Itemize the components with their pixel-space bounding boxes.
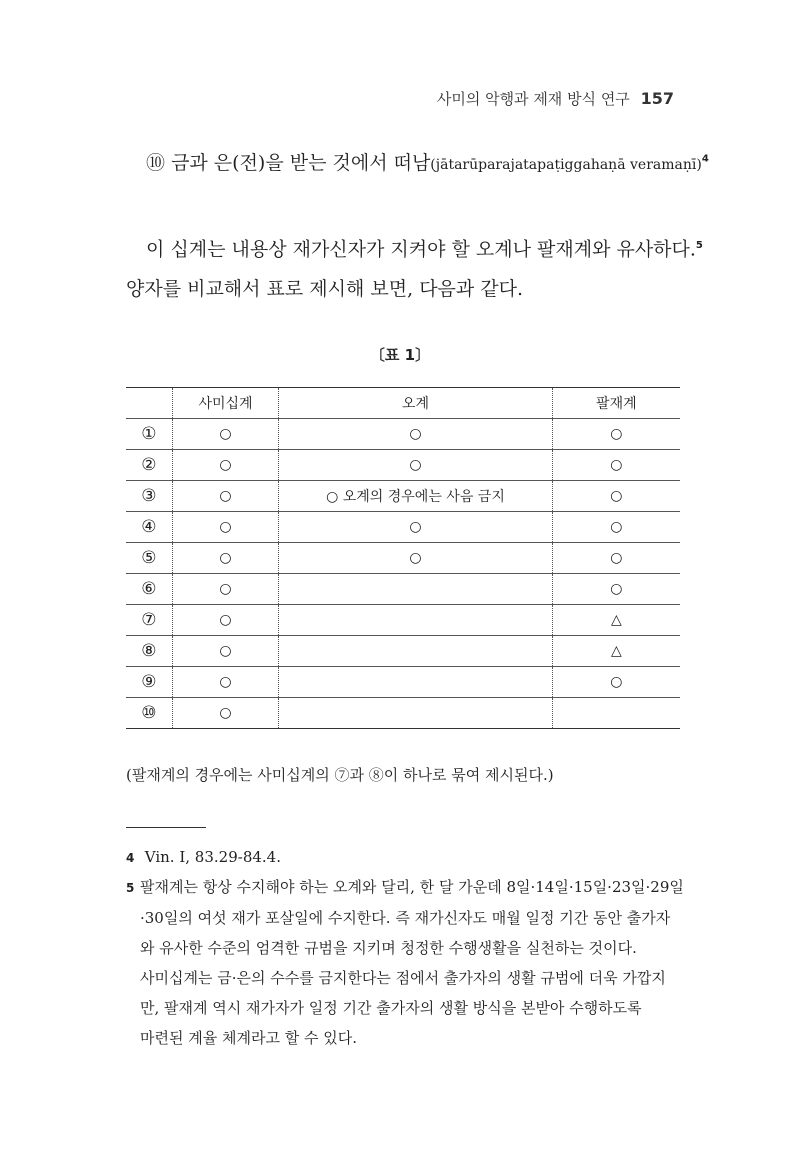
- table-header-row: [126, 388, 680, 419]
- table-row: [126, 636, 680, 667]
- page-number: 157: [640, 89, 674, 108]
- header-cell-empty: [126, 388, 172, 419]
- cell-five-precepts: ○ 오계의 경우에는 사음 금지: [279, 481, 552, 512]
- paragraph-line-2: 양자를 비교해서 표로 제시해 보면, 다음과 같다.: [126, 278, 524, 301]
- row-number: ⑤: [126, 543, 172, 574]
- footnote-line: ·30일의 여섯 재가 포살일에 수지한다. 즉 재가신자도 매월 일정 기간 동안 출가자: [140, 909, 671, 927]
- running-header: [437, 88, 674, 109]
- cell-samanera: ○: [172, 636, 278, 667]
- paragraph-line-1: 이 십계는 내용상 재가신자가 지켜야 할 오계나 팔재계와 유사하다.: [146, 238, 696, 261]
- footnote-text: Vin. Ⅰ, 83.29-84.4.: [144, 848, 281, 866]
- header-title: 사미의 악행과 제재 방식 연구: [436, 90, 630, 108]
- table-row: [126, 698, 680, 729]
- cell-samanera: ○: [172, 450, 278, 481]
- cell-five-precepts: ○: [279, 543, 552, 574]
- cell-samanera: ○: [172, 543, 278, 574]
- cell-eight-precepts: ○: [552, 419, 680, 450]
- row-number: ⑩: [126, 698, 172, 729]
- cell-eight-precepts: ○: [552, 667, 680, 698]
- cell-five-precepts: ○: [279, 419, 552, 450]
- cell-eight-precepts: ○: [552, 450, 680, 481]
- table-row: [126, 450, 680, 481]
- footnote-line: 만, 팔재계 역시 재가자가 일정 기간 출가자의 생활 방식을 본받아 수행하도록: [140, 999, 642, 1017]
- item-text: 금과 은(전)을 받는 것에서 떠남: [171, 152, 431, 174]
- item-marker: ⑩: [146, 152, 166, 174]
- table-row: [126, 574, 680, 605]
- table-row: [126, 419, 680, 450]
- cell-eight-precepts: ○: [552, 481, 680, 512]
- cell-eight-precepts: △: [552, 636, 680, 667]
- cell-five-precepts: [279, 636, 552, 667]
- cell-eight-precepts: ○: [552, 512, 680, 543]
- header-cell-five-precepts: 오계: [279, 388, 552, 419]
- cell-eight-precepts: ○: [552, 574, 680, 605]
- header-cell-samanera: 사미십계: [172, 388, 278, 419]
- cell-samanera: ○: [172, 419, 278, 450]
- footnote-line: 팔재계는 항상 수지해야 하는 오계와 달리, 한 달 가운데 8일·14일·15일·23일·29일: [140, 878, 684, 896]
- cell-five-precepts: ○: [279, 450, 552, 481]
- cell-five-precepts: ○: [279, 512, 552, 543]
- footnote-line: 사미십계는 금·은의 수수를 금지한다는 점에서 출가자의 생활 규범에 더욱 가깝지: [140, 969, 666, 987]
- cell-eight-precepts: ○: [552, 543, 680, 574]
- row-number: ④: [126, 512, 172, 543]
- footnote-line: 와 유사한 수준의 엄격한 규범을 지키며 청정한 수행생활을 실천하는 것이다.: [140, 939, 637, 957]
- footnote-5: [126, 872, 682, 1053]
- cell-five-precepts: [279, 667, 552, 698]
- footnote-4: [126, 842, 682, 873]
- table-row: [126, 481, 680, 512]
- cell-samanera: ○: [172, 698, 278, 729]
- footnote-line: 마련된 계율 체계라고 할 수 있다.: [140, 1029, 357, 1047]
- item-pali: (jātarūparajatapaṭiggahaṇā veramaṇī): [430, 157, 702, 173]
- table-note: (팔재계의 경우에는 사미십계의 ⑦과 ⑧이 하나로 묶여 제시된다.): [126, 766, 554, 784]
- table-caption: 〔표 1〕: [369, 346, 431, 364]
- footnote-number: 5: [126, 881, 135, 895]
- row-number: ③: [126, 481, 172, 512]
- cell-five-precepts: [279, 574, 552, 605]
- cell-samanera: ○: [172, 512, 278, 543]
- row-number: ⑧: [126, 636, 172, 667]
- row-number: ⑨: [126, 667, 172, 698]
- table-row: [126, 512, 680, 543]
- footnote-ref-4[interactable]: 4: [701, 153, 709, 165]
- footnote-number: 4: [126, 851, 135, 865]
- cell-samanera: ○: [172, 574, 278, 605]
- row-number: ①: [126, 419, 172, 450]
- cell-eight-precepts: △: [552, 605, 680, 636]
- cell-eight-precepts: [552, 698, 680, 729]
- footnote-ref-5[interactable]: 5: [695, 240, 703, 251]
- comparison-table: [126, 387, 680, 729]
- cell-five-precepts: [279, 605, 552, 636]
- cell-samanera: ○: [172, 667, 278, 698]
- row-number: ⑦: [126, 605, 172, 636]
- cell-samanera: ○: [172, 481, 278, 512]
- row-number: ②: [126, 450, 172, 481]
- table-row: [126, 667, 680, 698]
- cell-five-precepts: [279, 698, 552, 729]
- precept-item-10: [146, 148, 709, 175]
- table-row: [126, 543, 680, 574]
- footnote-divider: [126, 827, 206, 828]
- row-number: ⑥: [126, 574, 172, 605]
- cell-samanera: ○: [172, 605, 278, 636]
- header-cell-eight-precepts: 팔재계: [552, 388, 680, 419]
- body-paragraph: [126, 226, 703, 309]
- table-row: [126, 605, 680, 636]
